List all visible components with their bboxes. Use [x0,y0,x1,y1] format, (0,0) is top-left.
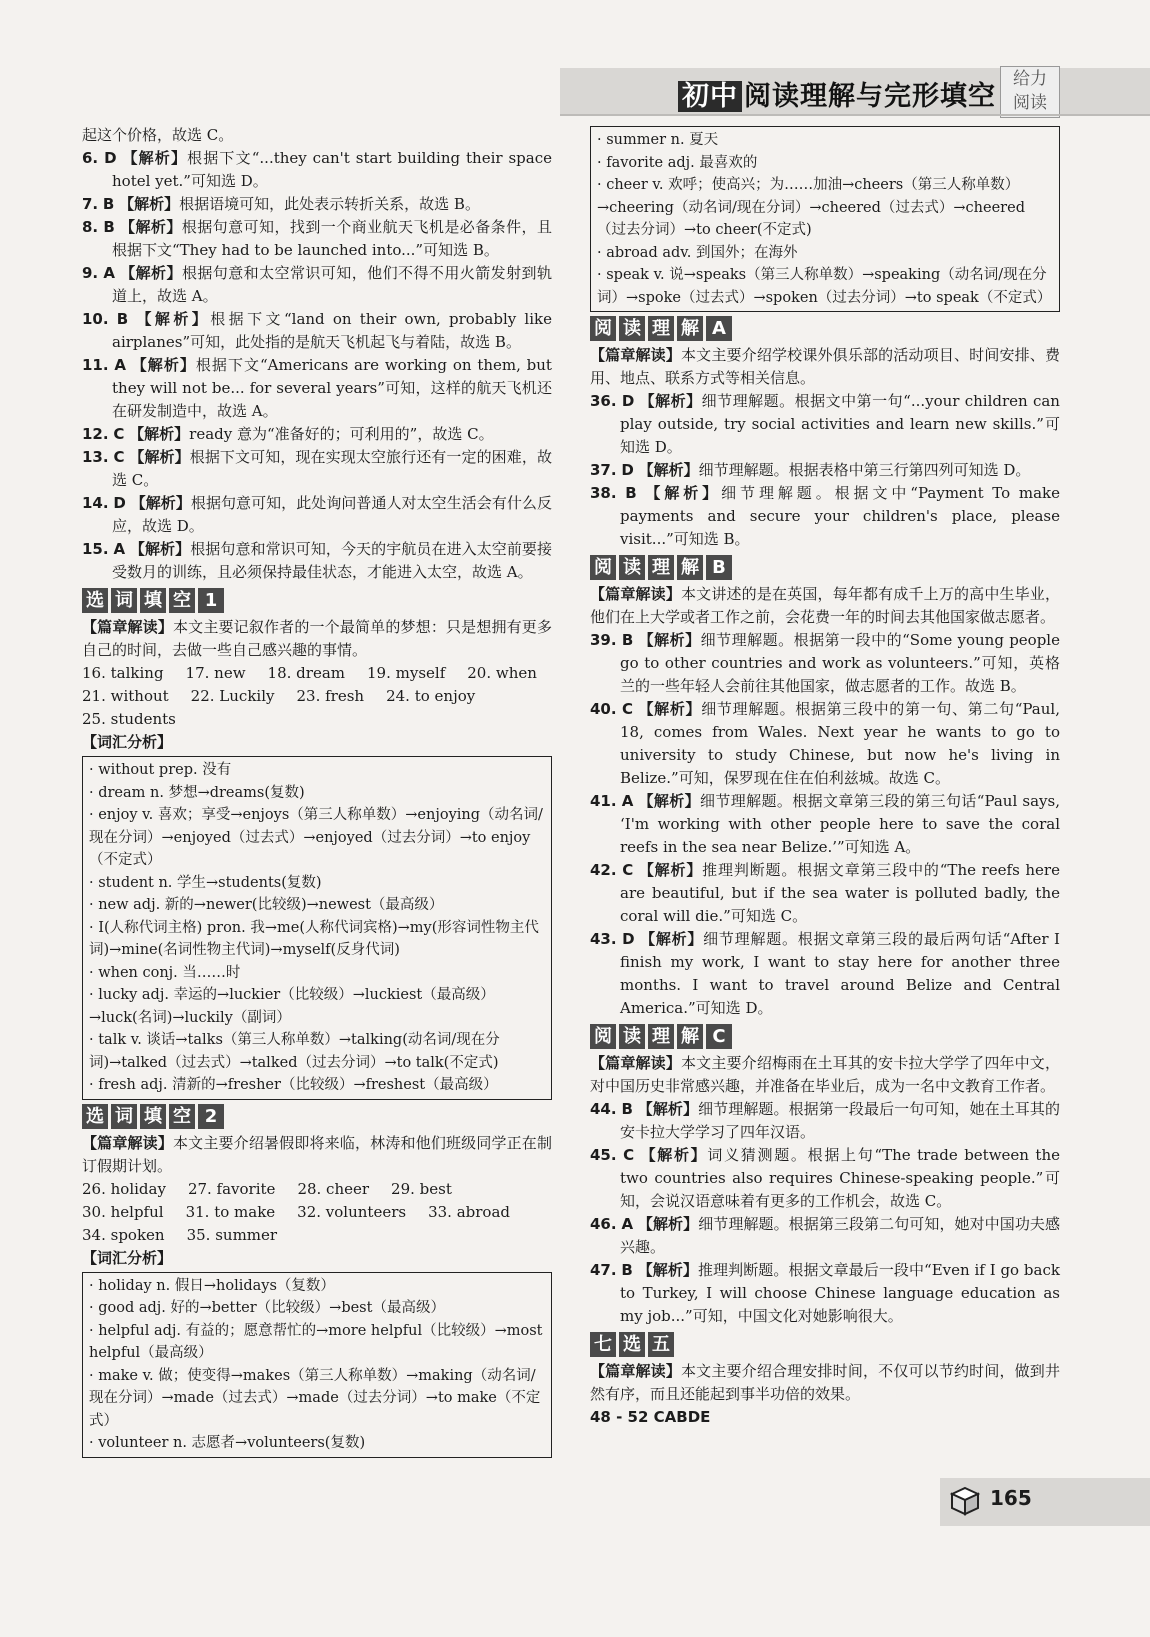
item-number: 39. [590,631,617,649]
section-char: 读 [619,555,645,580]
analysis-text: 根据句意可知，此处询问普通人对太空生活会有什么反应，故选 D。 [112,494,552,535]
item-number: 13. [82,448,109,466]
analysis-tag: 【解析】 [129,448,190,466]
analysis-tag: 【解析】 [645,484,722,502]
answer-item [590,1259,1060,1328]
answer-item [82,446,552,492]
item-number: 37. [590,461,617,479]
section-char: 词 [111,1104,137,1129]
section-header-cloze-1 [82,588,552,613]
item-number: 11. [82,356,109,374]
item-number: 14. [82,494,109,512]
analysis-text: 根据下文可知，现在实现太空旅行还有一定的困难，故选 C。 [112,448,552,489]
section-summary: 【篇章解读】本文主要介绍合理安排时间，不仅可以节约时间，做到井然有序，而且还能起到事半功倍的效果。 [590,1362,1060,1403]
analysis-text: 根据下文“Americans are working on them, but they will not be... for several years”可知，这样的航天飞机还在研发制造中，故选 A。 [112,356,552,420]
analysis-tag: 【解析】 [637,1100,699,1118]
page-number: 165 [990,1486,1032,1510]
item-answer: B [103,218,115,236]
analysis-text: 根据下文“...they can't start building their space hotel yet.”可知选 D。 [112,149,552,190]
answer-word: 18. dream [267,664,345,682]
section-header-reading-b [590,555,1060,580]
analysis-tag: 【解析】 [120,218,182,236]
analysis-tag: 【解析】 [119,195,180,213]
section-summary: 【篇章解读】本文主要介绍梅雨在土耳其的安卡拉大学学了四年中文，对中国历史非常感兴趣，并准备在毕业后，成为一名中文教育工作者。 [590,1054,1060,1095]
item-answer: B [625,484,637,502]
item-answer: B [102,195,115,213]
left-column [82,124,552,1460]
analysis-text: 词义猜测题。根据上句“The trade between the two countries also requires Chinese-speaking people.”可知，会说汉语意味着有更多的工作机会，故选 C。 [620,1146,1060,1210]
reading-b-answers [590,629,1060,1020]
section-char: 理 [648,555,674,580]
vocab-box-3 [590,126,1060,312]
analysis-tag: 【解析】 [638,461,699,479]
vocab-entry: · without prep. 没有 [89,762,232,778]
answer-item [82,193,552,216]
item-number: 47. [590,1261,617,1279]
item-answer: C [113,448,125,466]
page-title [678,74,996,113]
section-summary: 【篇章解读】本文主要记叙作者的一个最简单的梦想：只是想拥有更多自己的时间，去做一些自己感兴趣的事情。 [82,618,552,659]
answer-list-16-25 [82,662,552,731]
answer-item [590,482,1060,551]
vocab-entry: · summer n. 夏天 [597,132,719,148]
section-char: 解 [677,316,703,341]
analysis-text: 细节理解题。根据文中第一句“...your children can play outside, try social activities and learn new skills.”可知选 D。 [620,392,1060,456]
item-number: 41. [590,792,617,810]
section-char: 1 [198,588,224,613]
section-header-reading-a [590,316,1060,341]
item-answer: D [113,494,126,512]
title-tag: 初中 [678,81,742,112]
analysis-tag: 【解析】 [637,1215,699,1233]
vocab-box-1 [82,756,552,1100]
item-answer: A [113,540,126,558]
section-header-cloze-2 [82,1104,552,1129]
answer-item [82,262,552,308]
section-char: C [706,1024,732,1049]
answer-word: 24. to enjoy [386,687,476,705]
analysis-tag: 【解析】 [640,1146,708,1164]
section-char: 选 [82,588,108,613]
analysis-tag: 【解析】 [130,494,191,512]
item-number: 40. [590,700,617,718]
section-char: 填 [140,1104,166,1129]
item-number: 7. [82,195,99,213]
answer-word: 20. when [467,664,537,682]
analysis-text: 推理判断题。根据文章最后一段中“Even if I go back to Turkey, I will choose Chinese language education as my job...”可知，中国文化对她影响很大。 [620,1261,1060,1325]
header-rule [560,114,1150,116]
vocab-entry: · make v. 做；使变得→makes（第三人称单数）→making（动名词/现在分词）→made（过去式）→made（过去分词）→to make（不定式） [89,1367,541,1429]
answer-item [590,698,1060,790]
analysis-text: 根据句意和太空常识可知，他们不得不用火箭发射到轨道上，故选 A。 [112,264,552,305]
section-char: 阅 [590,555,616,580]
item-answer: A [114,356,126,374]
section-char: 解 [677,1024,703,1049]
answer-word: 23. fresh [296,687,365,705]
answer-item [590,928,1060,1020]
vocab-label: 【词汇分析】 [82,1248,173,1267]
item-answer: D [621,392,635,410]
vocab-entry: · talk v. 谈话→talks（第三人称单数）→talking(动名词/现在分词)→talked（过去式）→talked（过去分词）→to talk(不定式) [89,1032,500,1071]
item-answer: C [623,1146,635,1164]
analysis-text: 根据句意可知，找到一个商业航天飞机是必备条件，且根据下文“They had to be launched into...”可知选 B。 [112,218,552,259]
answer-item [590,859,1060,928]
item-number: 44. [590,1100,617,1118]
answer-word: 22. Luckily [190,687,275,705]
analysis-text: 细节理解题。根据第三段第二句可知，她对中国功夫感兴趣。 [620,1215,1060,1256]
vocab-entry: · new adj. 新的→newer(比较级)→newest（最高级） [89,897,444,913]
item-number: 15. [82,540,109,558]
vocab-entry: · good adj. 好的→better（比较级）→best（最高级） [89,1300,445,1316]
item-answer: B [116,310,129,328]
item-answer: A [621,1215,634,1233]
section-char: 空 [169,588,195,613]
analysis-tag: 【解析】 [638,700,702,718]
answer-word: 21. without [82,687,169,705]
vocab-entry: · enjoy v. 喜欢；享受→enjoys（第三人称单数）→enjoying（动名词/现在分词）→enjoyed（过去式）→enjoyed（过去分词）→to enjoy（不定式） [89,807,543,868]
answer-item [82,492,552,538]
answer-word: 34. spoken [82,1225,165,1244]
answer-word: 29. best [391,1179,452,1198]
analysis-text: 推理判断题。根据文章第三段中的“The reefs here are beautiful, but if the sea water is polluted badly, the coral will die.”可知选 C。 [620,861,1060,925]
section-char: 解 [677,555,703,580]
item-answer: C [622,700,634,718]
analysis-tag: 【解析】 [638,792,701,810]
analysis-text: 细节理解题。根据表格中第三行第四列可知选 D。 [698,461,1031,479]
vocab-entry: · cheer v. 欢呼；使高兴；为……加油→cheers（第三人称单数）→cheering（动名词/现在分词）→cheered（过去式）→cheered（过去分词）→to cheer(不定式) [597,177,1025,238]
section-char: A [706,316,732,341]
vocab-entry: · speak v. 说→speaks（第三人称单数）→speaking（动名词/现在分词）→spoke（过去式）→spoken（过去分词）→to speak（不定式） [597,267,1052,306]
vocab-entry: · dream n. 梦想→dreams(复数) [89,784,305,801]
item-number: 45. [590,1146,617,1164]
vocab-box-2 [82,1272,552,1458]
section-char: 2 [198,1104,224,1129]
vocab-entry: · abroad adv. 到国外；在海外 [597,244,798,261]
answer-word: 33. abroad [428,1202,510,1221]
vocab-entry: · when conj. 当……时 [89,964,241,981]
section-char: 选 [619,1332,645,1357]
vocab-entry: · helpful adj. 有益的；愿意帮忙的→more helpful（比较级）→most helpful（最高级） [89,1322,543,1361]
item-number: 9. [82,264,99,282]
answer-item [82,308,552,354]
answer-word: 30. helpful [82,1202,164,1221]
analysis-tag: 【解析】 [131,356,196,374]
answer-item [82,423,552,446]
item-answer: A [103,264,115,282]
section-char: 选 [82,1104,108,1129]
analysis-text: 细节理解题。根据第一段中的“Some young people go to other countries and work as volunteers.”可知，英格兰的一些年轻人会前往其他国家，做志愿者的工作。故选 B。 [620,631,1060,695]
section-summary: 【篇章解读】本文讲述的是在英国，每年都有成千上万的高中生毕业，他们在上大学或者工作之前，会花费一年的时间去其他国家做志愿者。 [590,585,1060,626]
section-char: 七 [590,1332,616,1357]
analysis-tag: 【解析】 [136,310,211,328]
section-char: 空 [169,1104,195,1129]
section-char: 阅 [590,316,616,341]
item-number: 12. [82,425,109,443]
item-number: 46. [590,1215,617,1233]
vocab-entry: · student n. 学生→students(复数) [89,874,322,891]
carryover-text: 起这个价格，故选 C。 [82,126,234,144]
answer-item [82,216,552,262]
answer-48-52: 48 - 52 CABDE [590,1408,711,1426]
vocab-entry: · lucky adj. 幸运的→luckier（比较级）→luckiest（最高级）→luck(名词)→luckily（副词） [89,987,495,1026]
item-answer: D [622,930,635,948]
answer-word: 26. holiday [82,1179,166,1198]
right-column [590,124,1060,1429]
analysis-text: 根据句意和常识可知，今天的宇航员在进入太空前要接受数月的训练，且必须保持最佳状态，才能进入太空，故选 A。 [112,540,552,581]
analysis-text: 细节理解题。根据文章第三段的最后两句话“After I finish my work, I want to stay here for another three months. I want to travel around Belize and Central America.”可知选 D。 [620,930,1060,1017]
answer-item [590,459,1060,482]
answer-list-26-35 [82,1178,552,1247]
section-char: 理 [648,1024,674,1049]
answer-item [590,390,1060,459]
section-header-reading-c [590,1024,1060,1049]
answer-word: 25. students [82,710,176,728]
answer-word: 17. new [185,664,246,682]
vocab-entry: · I(人称代词主格) pron. 我→me(人称代词宾格)→my(形容词性物主代词)→mine(名词性物主代词)→myself(反身代词) [89,919,539,958]
section-char: 阅 [590,1024,616,1049]
analysis-text: 细节理解题。根据第三段中的第一句、第二句“Paul, 18, comes from Wales. Next year he wants to go to university to study Chinese, but now he's living in Belize.”可知，保罗现在住在伯利兹城。故选 C。 [620,700,1060,787]
analysis-tag: 【解析】 [638,861,703,879]
answer-word: 16. talking [82,664,164,682]
item-answer: B [621,1261,633,1279]
item-number: 42. [590,861,617,879]
reading-c-answers [590,1098,1060,1328]
answer-item [82,538,552,584]
analysis-text: 根据下文“land on their own, probably like airplanes”可知，此处指的是航天飞机起飞与着陆，故选 B。 [112,310,552,351]
analysis-tag: 【解析】 [639,392,702,410]
cube-icon [950,1486,980,1516]
section-char: 词 [111,588,137,613]
reading-a-answers [590,390,1060,551]
analysis-text: 根据语境可知，此处表示转折关系，故选 B。 [179,195,480,213]
item-answer: C [113,425,125,443]
analysis-text: ready 意为“准备好的；可利用的”，故选 C。 [189,425,494,443]
section-char: 理 [648,316,674,341]
cloze-answers [82,147,552,584]
item-number: 38. [590,484,617,502]
item-number: 43. [590,930,617,948]
item-answer: C [622,861,634,879]
section-summary: 【篇章解读】本文主要介绍学校课外俱乐部的活动项目、时间安排、费用、地点、联系方式等相关信息。 [590,346,1060,387]
vocab-entry: · fresh adj. 清新的→fresher（比较级）→freshest（最高级） [89,1077,498,1093]
item-number: 8. [82,218,99,236]
answer-item [82,147,552,193]
vocab-entry: · volunteer n. 志愿者→volunteers(复数) [89,1435,366,1451]
analysis-text: 细节理解题。根据第一段最后一句可知，她在土耳其的安卡拉大学学习了四年汉语。 [620,1100,1060,1141]
section-char: 五 [648,1332,674,1357]
answer-word: 28. cheer [297,1179,370,1198]
analysis-tag: 【解析】 [640,930,704,948]
analysis-tag: 【解析】 [129,540,191,558]
item-number: 10. [82,310,109,328]
answer-item [590,1144,1060,1213]
answer-item [590,790,1060,859]
answer-item [590,1098,1060,1144]
section-summary: 【篇章解读】本文主要介绍暑假即将来临，林涛和他们班级同学正在制订假期计划。 [82,1133,552,1175]
answer-word: 35. summer [186,1225,278,1244]
answer-item [590,1213,1060,1259]
section-char: B [706,555,732,580]
analysis-tag: 【解析】 [638,631,701,649]
analysis-tag: 【解析】 [120,264,182,282]
item-answer: B [621,631,634,649]
item-answer: D [621,461,634,479]
item-number: 36. [590,392,617,410]
answer-item [590,629,1060,698]
section-char: 读 [619,1024,645,1049]
answer-item [82,354,552,423]
section-char: 读 [619,316,645,341]
answer-word: 32. volunteers [297,1202,407,1221]
analysis-text: 细节理解题。根据文中“Payment To make payments and secure your children's place, please visit...”可知选 B。 [620,484,1060,548]
analysis-tag: 【解析】 [122,149,188,167]
analysis-tag: 【解析】 [637,1261,698,1279]
analysis-text: 细节理解题。根据文章第三段的第三句话“Paul says, ‘I'm working with other people here to save the coral reefs in the sea near Belize.’”可知选 A。 [620,792,1060,856]
section-header-seven-choose-five [590,1332,1060,1357]
item-answer: D [104,149,117,167]
answer-word: 27. favorite [187,1179,276,1198]
series-logo: 给力 阅读 [1000,66,1060,118]
answer-word: 19. myself [367,664,446,682]
vocab-label: 【词汇分析】 [82,733,173,751]
item-answer: A [621,792,634,810]
item-answer: B [621,1100,633,1118]
title-text: 阅读理解与完形填空 [744,81,996,112]
answer-word: 31. to make [185,1202,276,1221]
section-char: 填 [140,588,166,613]
vocab-entry: · favorite adj. 最喜欢的 [597,154,758,171]
analysis-tag: 【解析】 [129,425,190,443]
item-number: 6. [82,149,99,167]
vocab-entry: · holiday n. 假日→holidays（复数） [89,1277,335,1294]
